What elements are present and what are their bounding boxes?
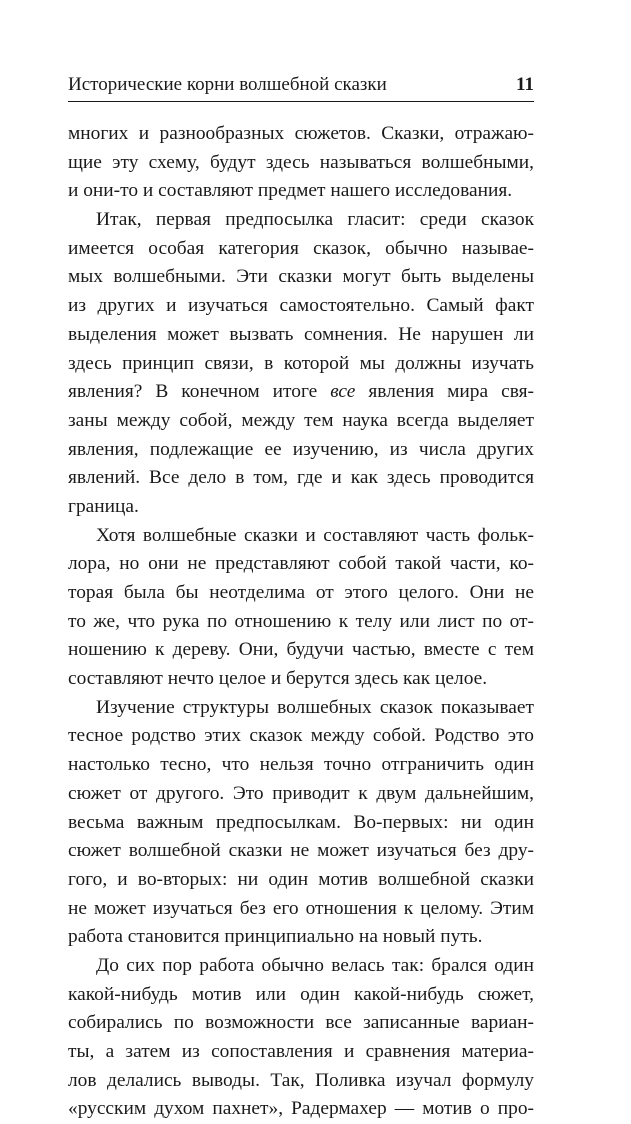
text-line: составляют нечто целое и берутся здесь как целое.: [68, 668, 488, 690]
running-title: Исторические корни волшебной сказки: [68, 74, 387, 95]
text-segment: явления? В конечном итоге: [68, 381, 331, 403]
text-line: какой-нибудь мотив или один какой-нибудь сюжет,: [68, 983, 534, 1005]
text-line: До сих пор работа обычно велась так: брался один: [96, 954, 534, 976]
text-line: весьма важным предпосылкам. Во-первых: ни один: [68, 811, 534, 833]
text-line: явления, подлежащие ее изучению, из числа других: [68, 438, 534, 460]
text-line: граница.: [68, 495, 139, 517]
text-line: явлений. Все дело в том, где и как здесь проводится: [68, 467, 534, 489]
text-line: лора, но они не представляют собой такой части, ко-: [68, 553, 534, 575]
text-line: торая была бы неотделима от этого целого. Они не: [68, 582, 534, 603]
text-line: работа становится принципиально на новый путь.: [68, 926, 483, 948]
text-line: выделения может вызвать сомнения. Не нарушен ли: [68, 323, 534, 345]
page-number: 11: [516, 74, 534, 95]
emphasized-word: все: [330, 381, 356, 403]
text-line: мых волшебными. Эти сказки могут быть выделены: [68, 266, 534, 288]
text-line: многих и разнообразных сюжетов. Сказки, отражаю-: [68, 123, 534, 144]
running-header: [68, 74, 534, 96]
text-line: ношению к дереву. Они, будучи частью, вместе с тем: [68, 639, 534, 661]
text-line: сюжет от другого. Это приводит к двум дальнейшим,: [68, 782, 534, 804]
text-line: ты, а затем из сопоставления и сравнения материа-: [68, 1041, 534, 1062]
text-line: гого, и во-вторых: ни один мотив волшебной сказки: [68, 868, 534, 890]
text-line: настолько тесно, что нельзя точно отграничить один: [68, 754, 534, 776]
text-line: из других и изучаться самостоятельно. Самый факт: [68, 295, 534, 317]
text-line: лов делались выводы. Так, Поливка изучал формулу: [68, 1069, 534, 1091]
text-line: имеется особая категория сказок, обычно называе-: [68, 237, 534, 259]
text-line: Итак, первая предпосылка гласит: среди сказок: [96, 209, 534, 231]
text-line: здесь принцип связи, в которой мы должны изучать: [68, 352, 534, 374]
text-line: тесное родство этих сказок между собой. Родство это: [68, 725, 534, 747]
text-line: щие эту схему, будут здесь называться волшебными,: [68, 151, 534, 173]
text-line: Изучение структуры волшебных сказок показывает: [96, 696, 534, 718]
text-line: не может изучаться без его отношения к целому. Этим: [68, 897, 534, 919]
text-line: «русским духом пахнет», Радермахер — мотив о про-: [68, 1098, 534, 1120]
text-line: Хотя волшебные сказки и составляют часть фольк-: [96, 524, 534, 546]
text-line: сюжет волшебной сказки не может изучаться без дру-: [68, 840, 534, 862]
text-line: то же, что рука по отношению к телу или лист по от-: [68, 610, 534, 632]
text-line: и они-то и составляют предмет нашего исследования.: [68, 180, 513, 202]
header-rule: [68, 101, 534, 102]
text-segment: явления мира свя-: [355, 381, 534, 403]
text-line: заны между собой, между тем наука всегда выделяет: [68, 409, 534, 431]
text-line: [68, 378, 534, 407]
body-text: [68, 120, 534, 1124]
text-line: собирались по возможности все записанные вариан-: [68, 1012, 534, 1034]
